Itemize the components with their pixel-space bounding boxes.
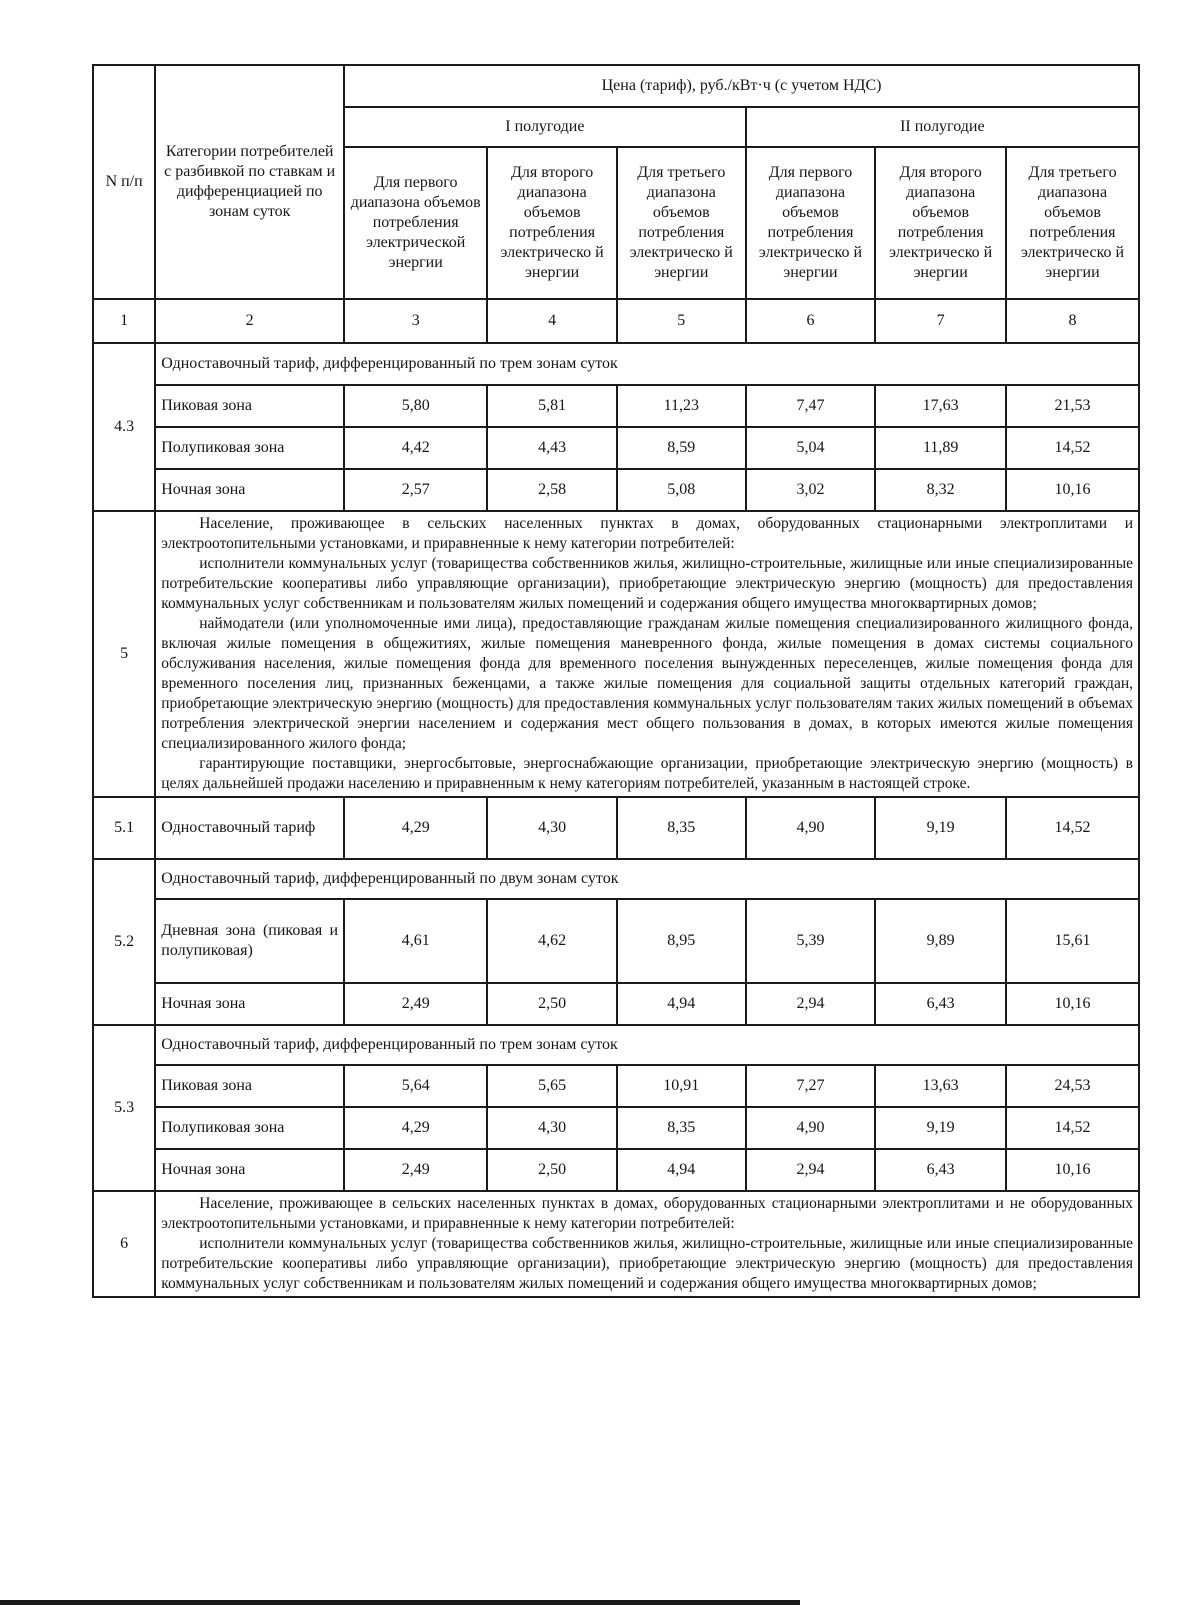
value-cell: 24,53 (1006, 1065, 1139, 1107)
column-number: 1 (93, 299, 155, 343)
paragraph: гарантирующие поставщики, энергосбытовые, энергоснабжающие организации, приобретающие электрическую энергию (мощность) в целях дальнейшей продажи населению и приравненным к нему категориям потребителей, указанным в настоящей строке. (161, 755, 1133, 792)
paragraph: наймодатели (или уполномоченные ими лица), предоставляющие гражданам жилые помещения специализированного жилищного фонда, включая жилые помещения в общежитиях, жилые помещения маневренного фонда, жилые помещения в домах системы социального обслуживания населения, жилые помещения фонда для временного поселения вынужденных переселенцев, жилые помещения фонда для временного поселения лиц, признанных беженцами, а также жилые помещения для социальной защиты отдельных категорий граждан, приобретающие электрическую энергию (мощность) для предоставления коммунальных услуг пользователям таких жилых помещений в объемах потребления электрической энергии населением и содержания мест общего пользования в домах, в которых имеются жилые помещения специализированного жилого фонда; (161, 615, 1133, 752)
header-sub-4: Для первого диапазона объемов потребления электрическо й энергии (746, 147, 876, 299)
row-label: Дневная зона (пиковая и полупиковая) (155, 899, 344, 983)
column-number: 3 (344, 299, 487, 343)
value-cell: 11,89 (875, 427, 1006, 469)
column-numbers-row (93, 299, 1139, 343)
header-row-1 (93, 65, 1139, 107)
value-cell: 9,89 (875, 899, 1006, 983)
paragraph: исполнители коммунальных услуг (товарищества собственников жилья, жилищно-строительные, жилищные или иные специализированные потребительские кооперативы либо управляющие организации), приобретающие электрическую энергию (мощность) для предоставления коммунальных услуг собственникам и пользователям жилых помещений и содержания общего имущества многоквартирных домов; (161, 1235, 1133, 1292)
value-cell: 5,39 (746, 899, 876, 983)
section-5-3-title-row (93, 1025, 1139, 1065)
value-cell: 2,49 (344, 983, 487, 1025)
section-title: Одноставочный тариф, дифференцированный по двум зонам суток (155, 859, 1139, 899)
table-row (93, 899, 1139, 983)
table-row (93, 983, 1139, 1025)
table-row (93, 385, 1139, 427)
section-title: Одноставочный тариф, дифференцированный по трем зонам суток (155, 1025, 1139, 1065)
value-cell: 2,57 (344, 469, 487, 511)
value-cell: 7,47 (746, 385, 876, 427)
paragraph: Население, проживающее в сельских населенных пунктах в домах, оборудованных стационарными электроплитами и электроотопительными установками, и приравненные к нему категории потребителей: (161, 515, 1133, 552)
value-cell: 4,90 (746, 1107, 876, 1149)
value-cell: 4,90 (746, 797, 876, 859)
row-label: Ночная зона (155, 469, 344, 511)
value-cell: 5,64 (344, 1065, 487, 1107)
column-number: 4 (487, 299, 617, 343)
value-cell: 8,32 (875, 469, 1006, 511)
section-6-text (155, 1191, 1139, 1297)
header-sub-1: Для первого диапазона объемов потребления электрической энергии (344, 147, 487, 299)
row-label: Одноставочный тариф (155, 797, 344, 859)
table-row (93, 1065, 1139, 1107)
value-cell: 14,52 (1006, 427, 1139, 469)
table-row (93, 469, 1139, 511)
header-sub-5: Для второго диапазона объемов потребления электрическо й энергии (875, 147, 1006, 299)
header-sub-6: Для третьего диапазона объемов потребления электрическо й энергии (1006, 147, 1139, 299)
value-cell: 2,94 (746, 1149, 876, 1191)
header-half-1: I полугодие (344, 107, 746, 147)
row-number-5: 5 (93, 511, 155, 797)
value-cell: 4,62 (487, 899, 617, 983)
value-cell: 2,50 (487, 983, 617, 1025)
value-cell: 10,91 (617, 1065, 746, 1107)
paragraph: исполнители коммунальных услуг (товарищества собственников жилья, жилищно-строительные, жилищные или иные специализированные потребительские кооперативы либо управляющие организации), приобретающие электрическую энергию (мощность) для предоставления коммунальных услуг собственникам и пользователям жилых помещений и содержания общего имущества многоквартирных домов; (161, 555, 1133, 612)
column-number: 2 (155, 299, 344, 343)
section-6-row (93, 1191, 1139, 1297)
value-cell: 11,23 (617, 385, 746, 427)
table-row (93, 1149, 1139, 1191)
value-cell: 4,43 (487, 427, 617, 469)
header-sub-3: Для третьего диапазона объемов потребления электрическо й энергии (617, 147, 746, 299)
value-cell: 8,35 (617, 1107, 746, 1149)
value-cell: 4,94 (617, 1149, 746, 1191)
header-col-category: Категории потребителей с разбивкой по ставкам и дифференциацией по зонам суток (155, 65, 344, 299)
column-number: 8 (1006, 299, 1139, 343)
value-cell: 8,35 (617, 797, 746, 859)
column-number: 7 (875, 299, 1006, 343)
value-cell: 2,58 (487, 469, 617, 511)
column-number: 6 (746, 299, 876, 343)
value-cell: 4,61 (344, 899, 487, 983)
value-cell: 2,94 (746, 983, 876, 1025)
section-5-text (155, 511, 1139, 797)
value-cell: 5,04 (746, 427, 876, 469)
value-cell: 8,59 (617, 427, 746, 469)
table-row (93, 427, 1139, 469)
value-cell: 13,63 (875, 1065, 1006, 1107)
section-5-1-row (93, 797, 1139, 859)
section-5-row (93, 511, 1139, 797)
section-4-3-title-row (93, 343, 1139, 385)
value-cell: 4,29 (344, 797, 487, 859)
scan-edge-bar (0, 1600, 800, 1605)
tariff-table (92, 64, 1140, 1298)
value-cell: 8,95 (617, 899, 746, 983)
row-label: Пиковая зона (155, 1065, 344, 1107)
section-5-2-title-row (93, 859, 1139, 899)
row-label: Полупиковая зона (155, 1107, 344, 1149)
row-number-5-3: 5.3 (93, 1025, 155, 1191)
row-number-5-2: 5.2 (93, 859, 155, 1025)
value-cell: 10,16 (1006, 469, 1139, 511)
value-cell: 6,43 (875, 983, 1006, 1025)
value-cell: 4,30 (487, 1107, 617, 1149)
value-cell: 14,52 (1006, 1107, 1139, 1149)
header-sub-2: Для второго диапазона объемов потребления электрическо й энергии (487, 147, 617, 299)
row-label: Ночная зона (155, 1149, 344, 1191)
value-cell: 9,19 (875, 797, 1006, 859)
value-cell: 15,61 (1006, 899, 1139, 983)
value-cell: 5,65 (487, 1065, 617, 1107)
value-cell: 10,16 (1006, 983, 1139, 1025)
value-cell: 21,53 (1006, 385, 1139, 427)
row-number-5-1: 5.1 (93, 797, 155, 859)
value-cell: 7,27 (746, 1065, 876, 1107)
header-col-number: N п/п (93, 65, 155, 299)
section-title: Одноставочный тариф, дифференцированный по трем зонам суток (155, 343, 1139, 385)
value-cell: 4,30 (487, 797, 617, 859)
header-half-2: II полугодие (746, 107, 1139, 147)
value-cell: 5,08 (617, 469, 746, 511)
value-cell: 3,02 (746, 469, 876, 511)
value-cell: 14,52 (1006, 797, 1139, 859)
header-price-title: Цена (тариф), руб./кВт·ч (с учетом НДС) (344, 65, 1139, 107)
value-cell: 4,42 (344, 427, 487, 469)
paragraph: Население, проживающее в сельских населенных пунктах в домах, оборудованных стационарными электроплитами и не оборудованных электроотопительными установками, и приравненные к нему категории потребителей: (161, 1195, 1133, 1232)
row-number-4-3: 4.3 (93, 343, 155, 511)
row-number-6: 6 (93, 1191, 155, 1297)
value-cell: 4,94 (617, 983, 746, 1025)
value-cell: 5,80 (344, 385, 487, 427)
value-cell: 2,49 (344, 1149, 487, 1191)
value-cell: 5,81 (487, 385, 617, 427)
value-cell: 10,16 (1006, 1149, 1139, 1191)
value-cell: 4,29 (344, 1107, 487, 1149)
column-number: 5 (617, 299, 746, 343)
table-row (93, 1107, 1139, 1149)
row-label: Полупиковая зона (155, 427, 344, 469)
value-cell: 17,63 (875, 385, 1006, 427)
row-label: Пиковая зона (155, 385, 344, 427)
value-cell: 9,19 (875, 1107, 1006, 1149)
value-cell: 6,43 (875, 1149, 1006, 1191)
value-cell: 2,50 (487, 1149, 617, 1191)
row-label: Ночная зона (155, 983, 344, 1025)
